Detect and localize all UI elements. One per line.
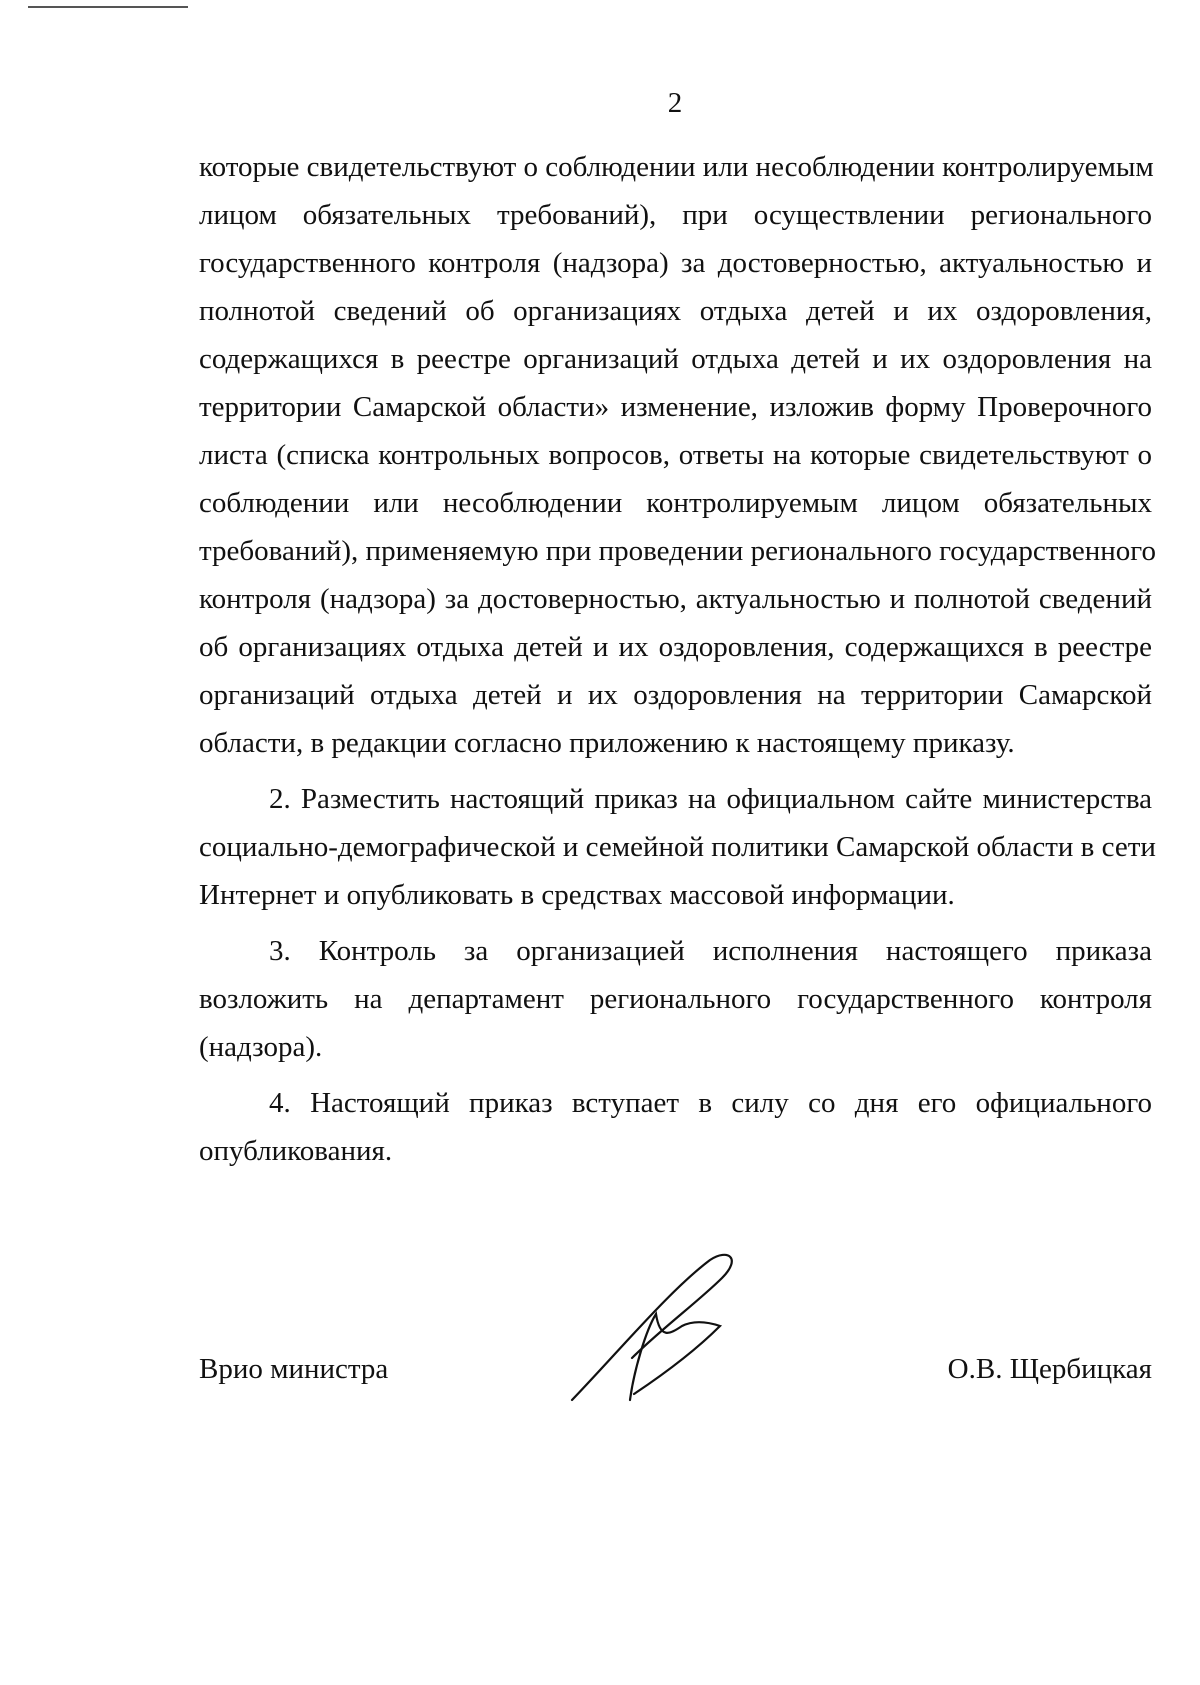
- text-line: территории Самарской области» изменение, изложив форму Проверочного: [199, 391, 1152, 423]
- text-line: 2. Разместить настоящий приказ на официальном сайте министерства: [269, 783, 1152, 815]
- text-line: 4. Настоящий приказ вступает в силу со дня его официального: [269, 1087, 1152, 1119]
- page-number: 2: [667, 87, 683, 119]
- text-line: об организациях отдыха детей и их оздоровления, содержащихся в реестре: [199, 631, 1152, 663]
- text-line: опубликования.: [199, 1135, 393, 1167]
- text-line: полнотой сведений об организациях отдыха детей и их оздоровления,: [199, 295, 1152, 327]
- text-line: 3. Контроль за организацией исполнения настоящего приказа: [269, 935, 1152, 967]
- text-line: области, в редакции согласно приложению к настоящему приказу.: [199, 727, 1015, 759]
- text-line: лицом обязательных требований), при осуществлении регионального: [199, 199, 1152, 231]
- text-line: соблюдении или несоблюдении контролируемым лицом обязательных: [199, 487, 1152, 519]
- text-line: листа (списка контрольных вопросов, ответы на которые свидетельствуют о: [199, 439, 1152, 471]
- text-line: государственного контроля (надзора) за достоверностью, актуальностью и: [199, 247, 1152, 279]
- handwritten-signature: [560, 1250, 780, 1410]
- text-line: организаций отдыха детей и их оздоровления на территории Самарской: [199, 679, 1152, 711]
- text-line: требований), применяемую при проведении регионального государственного: [199, 535, 1156, 567]
- signatory-name: О.В. Щербицкая: [947, 1353, 1152, 1385]
- text-line: контроля (надзора) за достоверностью, актуальностью и полнотой сведений: [199, 583, 1152, 615]
- signatory-title: Врио министра: [199, 1353, 389, 1385]
- text-line: социально-демографической и семейной политики Самарской области в сети: [199, 831, 1156, 863]
- text-line: возложить на департамент регионального государственного контроля: [199, 983, 1152, 1015]
- scan-artifact-line: [28, 6, 188, 8]
- text-line: которые свидетельствуют о соблюдении или несоблюдении контролируемым: [199, 151, 1154, 183]
- text-line: содержащихся в реестре организаций отдыха детей и их оздоровления на: [199, 343, 1152, 375]
- text-line: (надзора).: [199, 1031, 323, 1063]
- text-line: Интернет и опубликовать в средствах массовой информации.: [199, 879, 955, 911]
